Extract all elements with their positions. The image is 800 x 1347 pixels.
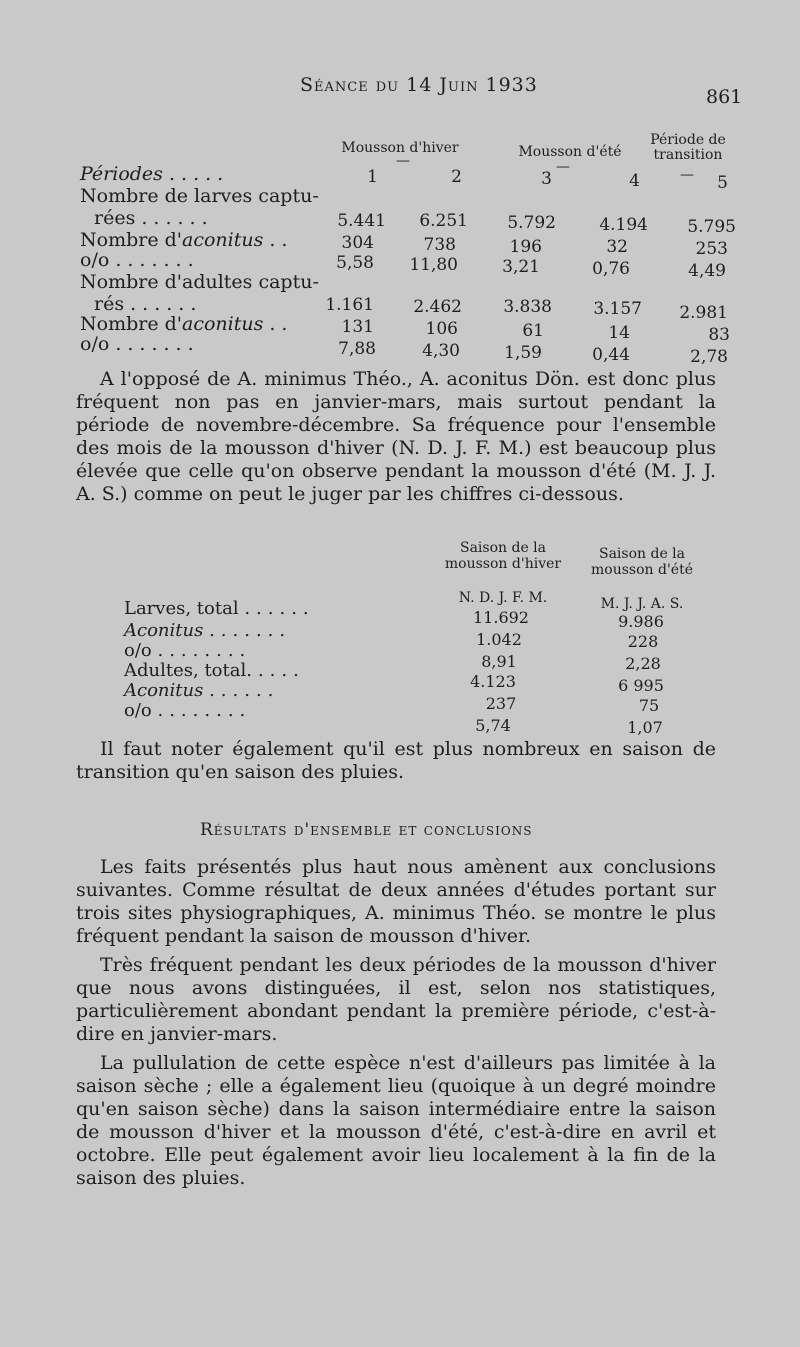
- table-row: [80, 333, 740, 367]
- cell: 5.792: [507, 213, 556, 233]
- paragraph-text: Il faut noter également qu'il est plus nombreux en saison de transition qu'en saison des pluies.: [76, 738, 716, 783]
- cell: 1.161: [325, 295, 374, 315]
- row-label: o/o ........: [124, 640, 252, 661]
- paragraph-transition: [76, 738, 716, 784]
- col-group-transition: Période de transition: [650, 132, 726, 163]
- cell: 83: [708, 325, 730, 345]
- cell: 228: [627, 632, 659, 651]
- col-months-summer: M. J. J. A. S.: [600, 596, 684, 612]
- row-label: Nombre de larves captu-: [80, 185, 319, 207]
- row-label: rées ......: [94, 207, 214, 229]
- row-label: Nombre d'aconitus ..: [80, 229, 294, 251]
- dash-2: —: [556, 159, 570, 175]
- cell: 1,59: [504, 343, 542, 363]
- paragraph-opposition: [76, 368, 716, 506]
- cell: 11,80: [409, 255, 458, 275]
- cell: 32: [606, 237, 628, 257]
- col-group-summer: Mousson d'été: [518, 144, 622, 160]
- row-label: Périodes .....: [80, 163, 230, 185]
- paragraph-text: A l'opposé de A. minimus Théo., A. aconitus Dön. est donc plus fréquent non pas en janvier-mars, mais surtout pendant la période de novembre-décembre. Sa fréquence pour l'ensemble des mois de la mousson d'hiver (N. D. J. F. M.) est beaucoup plus élevée que celle qu'on observe pendant la mousson d'été (M. J. J. A. S.) comme on peut le juger par les chiffres ci-dessous.: [76, 368, 716, 505]
- cell: 304: [341, 233, 374, 253]
- cell: 6.251: [419, 211, 468, 231]
- running-title: Séance du 14 Juin 1933: [300, 74, 538, 96]
- cell: 0,76: [592, 259, 630, 279]
- cell: 3: [541, 169, 552, 189]
- cell: 2.981: [679, 303, 728, 323]
- cell: 5.795: [687, 217, 736, 237]
- conclusion-paragraph: La pullulation de cette espèce n'est d'ailleurs pas limitée à la saison sèche ; elle a également lieu (quoique à un degré moindre qu'en saison sèche) dans la saison intermédiaire entre la saison de mousson d'hiver et la mousson d'été, c'est-à-dire en avril et octobre. Elle peut également avoir lieu localement à la fin de la saison des pluies.: [76, 1052, 716, 1189]
- table-row: [80, 249, 740, 281]
- cell: 106: [425, 319, 458, 339]
- cell: 253: [695, 239, 728, 259]
- col-header-summer: Saison de la mousson d'été: [591, 546, 693, 578]
- table-row: [80, 185, 740, 207]
- section-title: Résultats d'ensemble et conclusions: [200, 820, 533, 840]
- row-label: o/o ........: [124, 700, 252, 721]
- conclusions: [76, 856, 716, 1190]
- cell: 61: [522, 321, 544, 341]
- cell: 3.838: [503, 297, 552, 317]
- dash-1: —: [396, 153, 410, 169]
- cell: 11.692: [473, 608, 529, 627]
- table-row: [80, 271, 740, 293]
- cell: 5: [717, 173, 728, 193]
- cell: 1,07: [627, 718, 663, 737]
- row-label: o/o .......: [80, 249, 200, 271]
- cell: 75: [638, 696, 660, 715]
- row-label: Nombre d'adultes captu-: [80, 271, 319, 293]
- cell: 4.123: [470, 672, 516, 691]
- row-label: Aconitus .......: [124, 620, 292, 641]
- cell: 1: [367, 167, 378, 187]
- row-label: rés ......: [94, 293, 203, 315]
- cell: 3.157: [593, 299, 642, 319]
- row-label: o/o .......: [80, 333, 200, 355]
- cell: 6 995: [618, 676, 664, 695]
- cell: 0,44: [592, 345, 630, 365]
- conclusion-paragraph: Très fréquent pendant les deux périodes de la mousson d'hiver que nous avons distinguées, il est, selon nos statistiques, particulièrement abondant pendant la première période, c'est-à-dire en janvier-mars.: [76, 954, 716, 1045]
- table-row: [80, 229, 740, 259]
- dash-3: —: [680, 167, 694, 183]
- row-label: Larves, total ......: [124, 598, 315, 619]
- cell: 196: [509, 237, 542, 257]
- page-number: 861: [706, 86, 743, 108]
- cell: 131: [341, 317, 374, 337]
- cell: 4: [629, 171, 640, 191]
- cell: 4,30: [422, 341, 460, 361]
- table-row: [80, 293, 740, 323]
- row-label: Aconitus ......: [124, 680, 280, 701]
- table-row: [120, 700, 720, 737]
- cell: 237: [485, 694, 517, 713]
- cell: 9.986: [618, 612, 664, 631]
- cell: 738: [423, 235, 456, 255]
- col-months-winter: N. D. J. F. M.: [458, 590, 548, 606]
- cell: 5,58: [336, 253, 374, 273]
- cell: 8,91: [481, 652, 517, 671]
- conclusion-paragraph: Les faits présentés plus haut nous amènent aux conclusions suivantes. Comme résultat de deux années d'études portant sur trois sites physiographiques, A. minimus Théo. se montre le plus fréquent pendant la saison de mousson d'hiver.: [76, 856, 716, 947]
- cell: 2,28: [625, 654, 661, 673]
- cell: 3,21: [502, 257, 540, 277]
- row-label: Adultes, total.....: [124, 660, 305, 681]
- cell: 2.462: [413, 297, 462, 317]
- col-header-winter: Saison de la mousson d'hiver: [444, 540, 562, 572]
- table-row: [80, 163, 740, 193]
- col-group-winter: Mousson d'hiver: [341, 140, 459, 156]
- cell: 14: [608, 323, 630, 343]
- table-row: [80, 207, 740, 237]
- row-label: Nombre d'aconitus ..: [80, 313, 294, 335]
- cell: 2: [451, 167, 462, 187]
- cell: 7,88: [338, 339, 376, 359]
- cell: 4,49: [688, 261, 726, 281]
- cell: 2,78: [690, 347, 728, 367]
- cell: 1.042: [476, 630, 522, 649]
- cell: 5,74: [475, 716, 511, 735]
- cell: 4.194: [599, 215, 648, 235]
- cell: 5.441: [337, 211, 386, 231]
